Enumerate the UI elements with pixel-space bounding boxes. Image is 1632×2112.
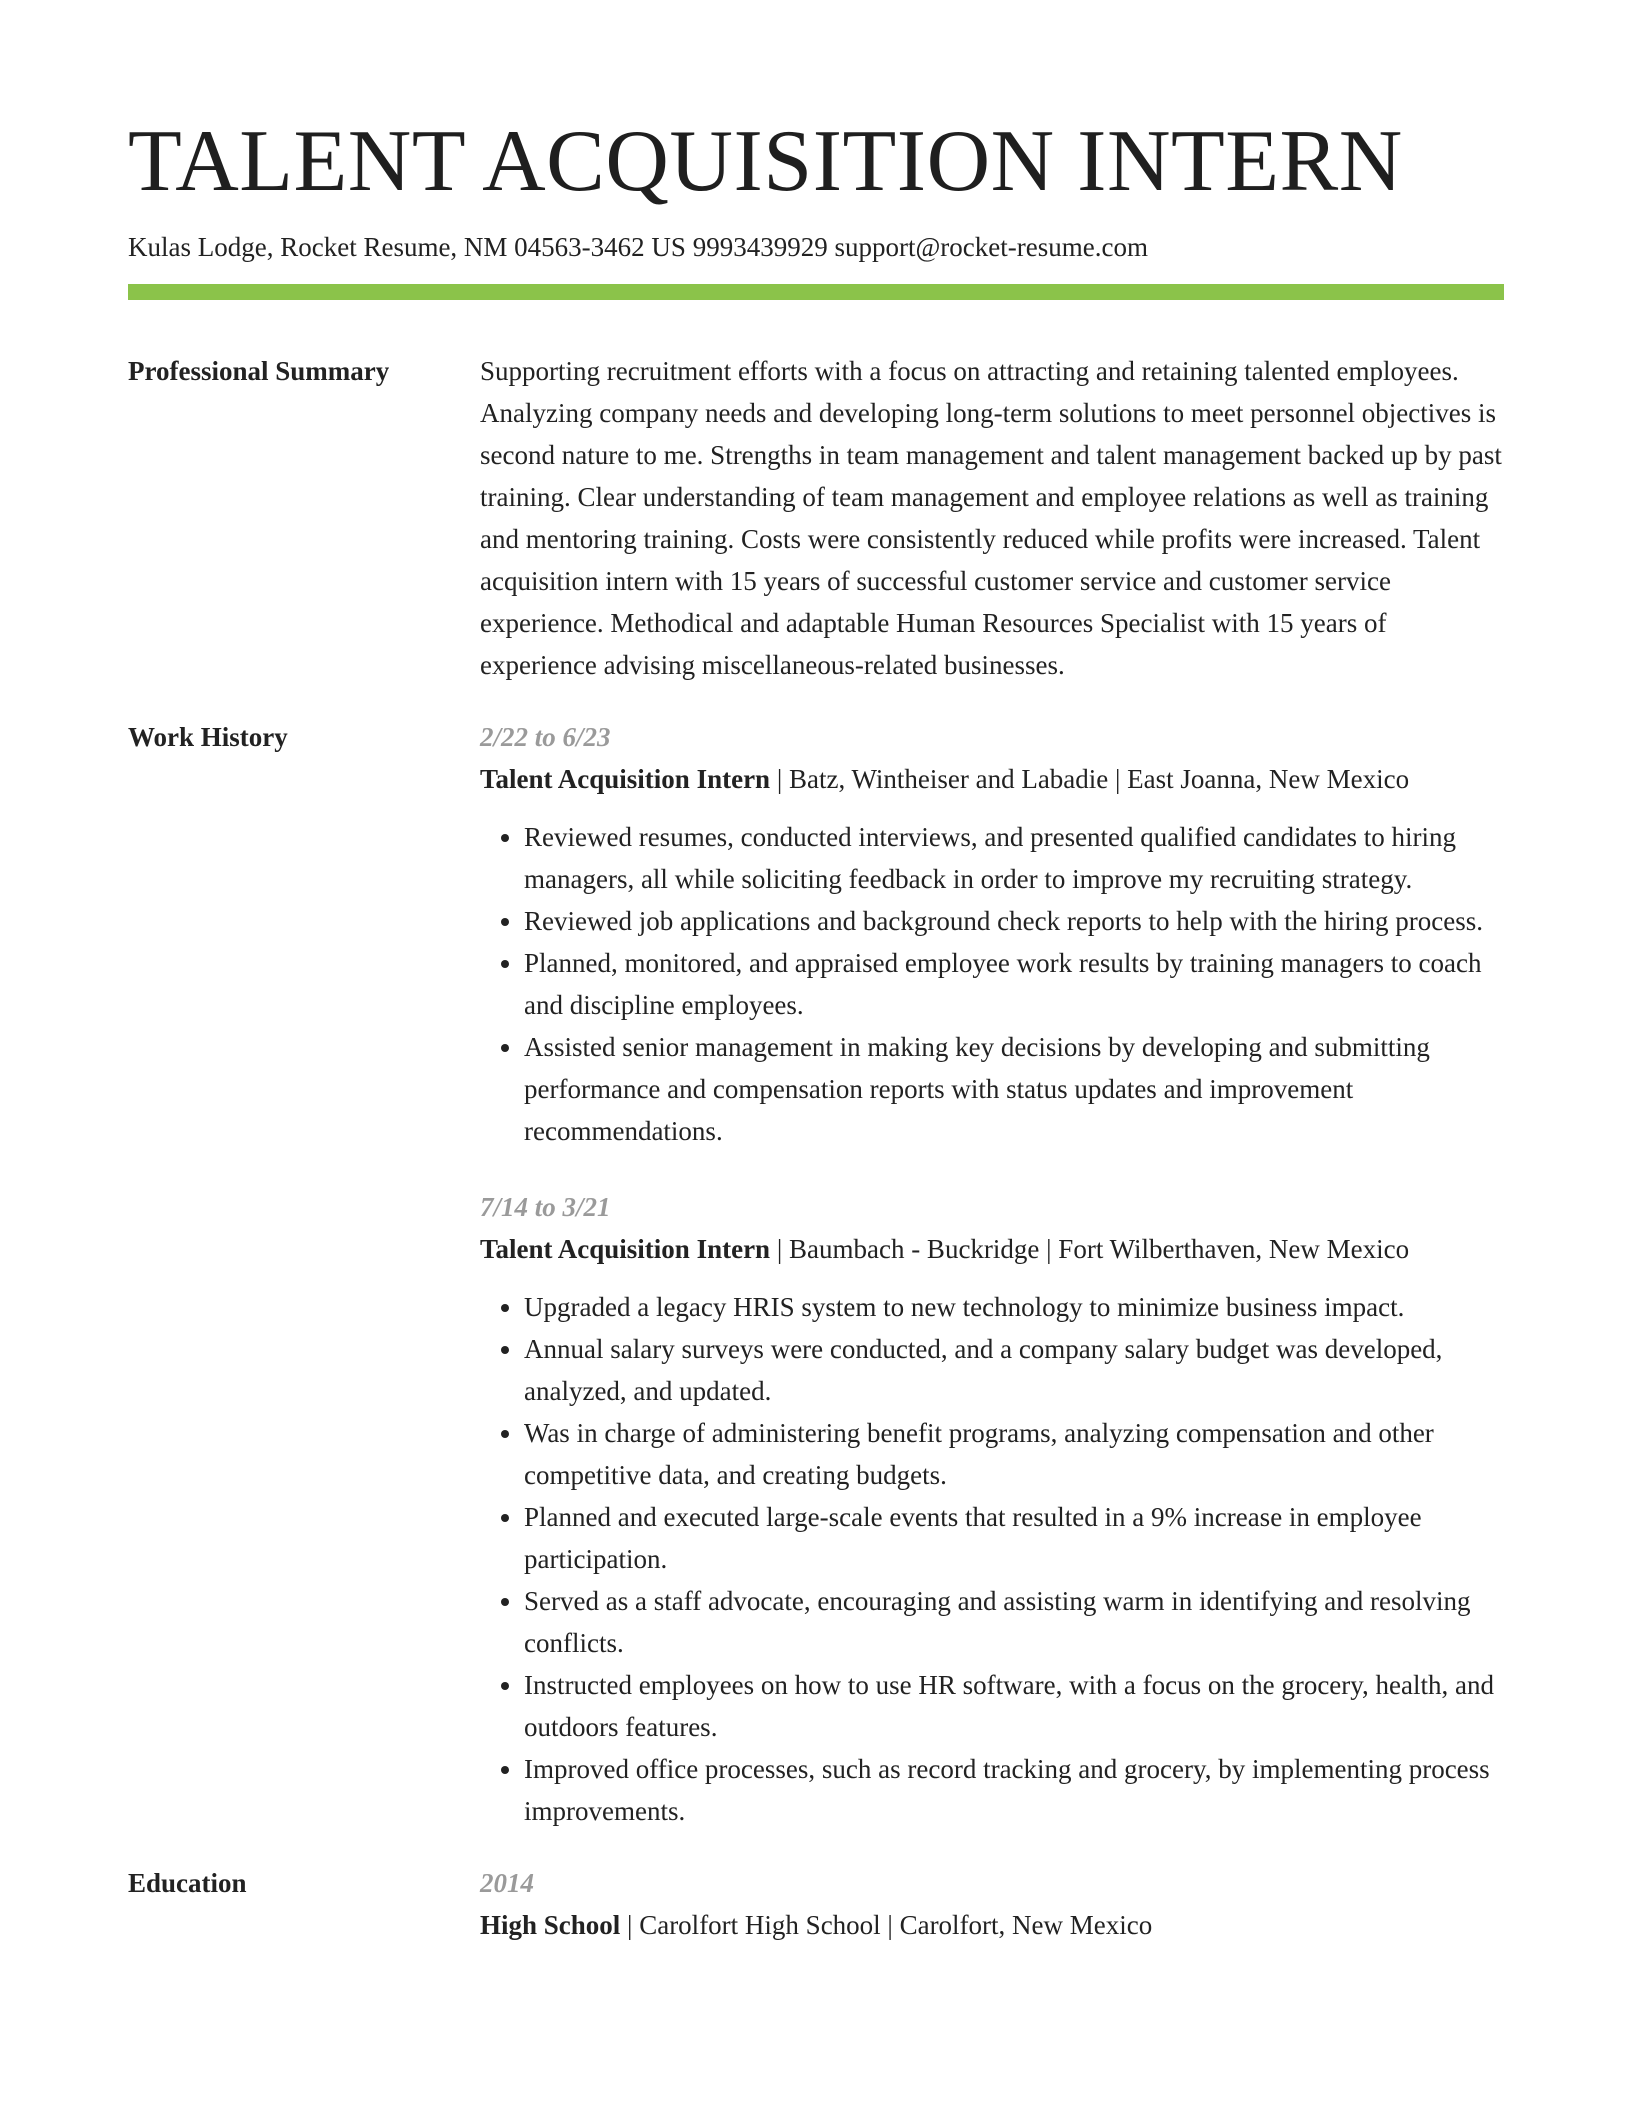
header-divider: [128, 284, 1504, 300]
work-history-body: [480, 716, 1504, 1832]
section-label-summary: Professional Summary: [128, 356, 390, 387]
job-bullet: • Annual salary surveys were conducted, and a company salary budget was developed, analyzed, and updated.: [524, 1328, 1504, 1412]
job-entry: [480, 716, 1504, 1152]
job-dates: 7/14 to 3/21: [480, 1192, 611, 1223]
contact-line: Kulas Lodge, Rocket Resume, NM 04563-3462 US 9993439929 support@rocket-resume.com: [128, 232, 1148, 262]
section-label-work: Work History: [128, 722, 288, 753]
job-bullet: • Was in charge of administering benefit programs, analyzing compensation and other competitive data, and creating budgets.: [524, 1412, 1504, 1496]
job-bullet: • Planned, monitored, and appraised employee work results by training managers to coach and discipline employees.: [524, 942, 1504, 1026]
job-heading: [480, 758, 1504, 800]
job-bullet: • Planned and executed large-scale events that resulted in a 9% increase in employee participation.: [524, 1496, 1504, 1580]
job-bullet-list: [480, 1286, 1504, 1832]
education-degree: High School: [480, 1910, 621, 1941]
job-details: | Batz, Wintheiser and Labadie | East Joanna, New Mexico: [770, 764, 1410, 795]
job-bullet: • Reviewed resumes, conducted interviews, and presented qualified candidates to hiring managers, all while soliciting feedback in order to improve my recruiting strategy.: [524, 816, 1504, 900]
job-title: Talent Acquisition Intern: [480, 1234, 771, 1265]
job-details: | Baumbach - Buckridge | Fort Wilberthaven, New Mexico: [770, 1234, 1410, 1265]
job-bullet-list: [480, 816, 1504, 1152]
job-heading: [480, 1228, 1504, 1270]
job-bullet: • Instructed employees on how to use HR software, with a focus on the grocery, health, and outdoors features.: [524, 1664, 1504, 1748]
job-bullet: • Upgraded a legacy HRIS system to new technology to minimize business impact.: [524, 1286, 1504, 1328]
work-history-section: [128, 716, 1504, 1832]
job-bullet: • Assisted senior management in making key decisions by developing and submitting performance and compensation reports with status updates and improvement recommendations.: [524, 1026, 1504, 1152]
job-bullet: • Served as a staff advocate, encouraging and assisting warm in identifying and resolving conflicts.: [524, 1580, 1504, 1664]
section-label-education: Education: [128, 1868, 247, 1899]
education-body: [480, 1862, 1504, 1946]
job-bullet: • Improved office processes, such as record tracking and grocery, by implementing process improvements.: [524, 1748, 1504, 1832]
summary-text: Supporting recruitment efforts with a focus on attracting and retaining talented employees. Analyzing company needs and developing long-term solutions to meet personnel objectives is second nature to me. Strengths in team management and talent management backed up by past training. Clear understanding of team management and employee relations as well as training and mentoring training. Costs were consistently reduced while profits were increased. Talent acquisition intern with 15 years of successful customer service and customer service experience. Methodical and adaptable Human Resources Specialist with 15 years of experience advising miscellaneous-related businesses.: [480, 356, 1502, 681]
education-dates: 2014: [480, 1868, 534, 1899]
education-details: | Carolfort High School | Carolfort, New Mexico: [620, 1910, 1153, 1941]
education-heading: [480, 1904, 1504, 1946]
job-title: Talent Acquisition Intern: [480, 764, 771, 795]
job-dates: 2/22 to 6/23: [480, 722, 611, 753]
job-entry: [480, 1186, 1504, 1832]
education-section: [128, 1862, 1504, 1946]
job-bullet: • Reviewed job applications and background check reports to help with the hiring process.: [524, 900, 1504, 942]
resume-title: TALENT ACQUISITION INTERN: [128, 113, 1403, 210]
summary-section: [128, 350, 1504, 686]
